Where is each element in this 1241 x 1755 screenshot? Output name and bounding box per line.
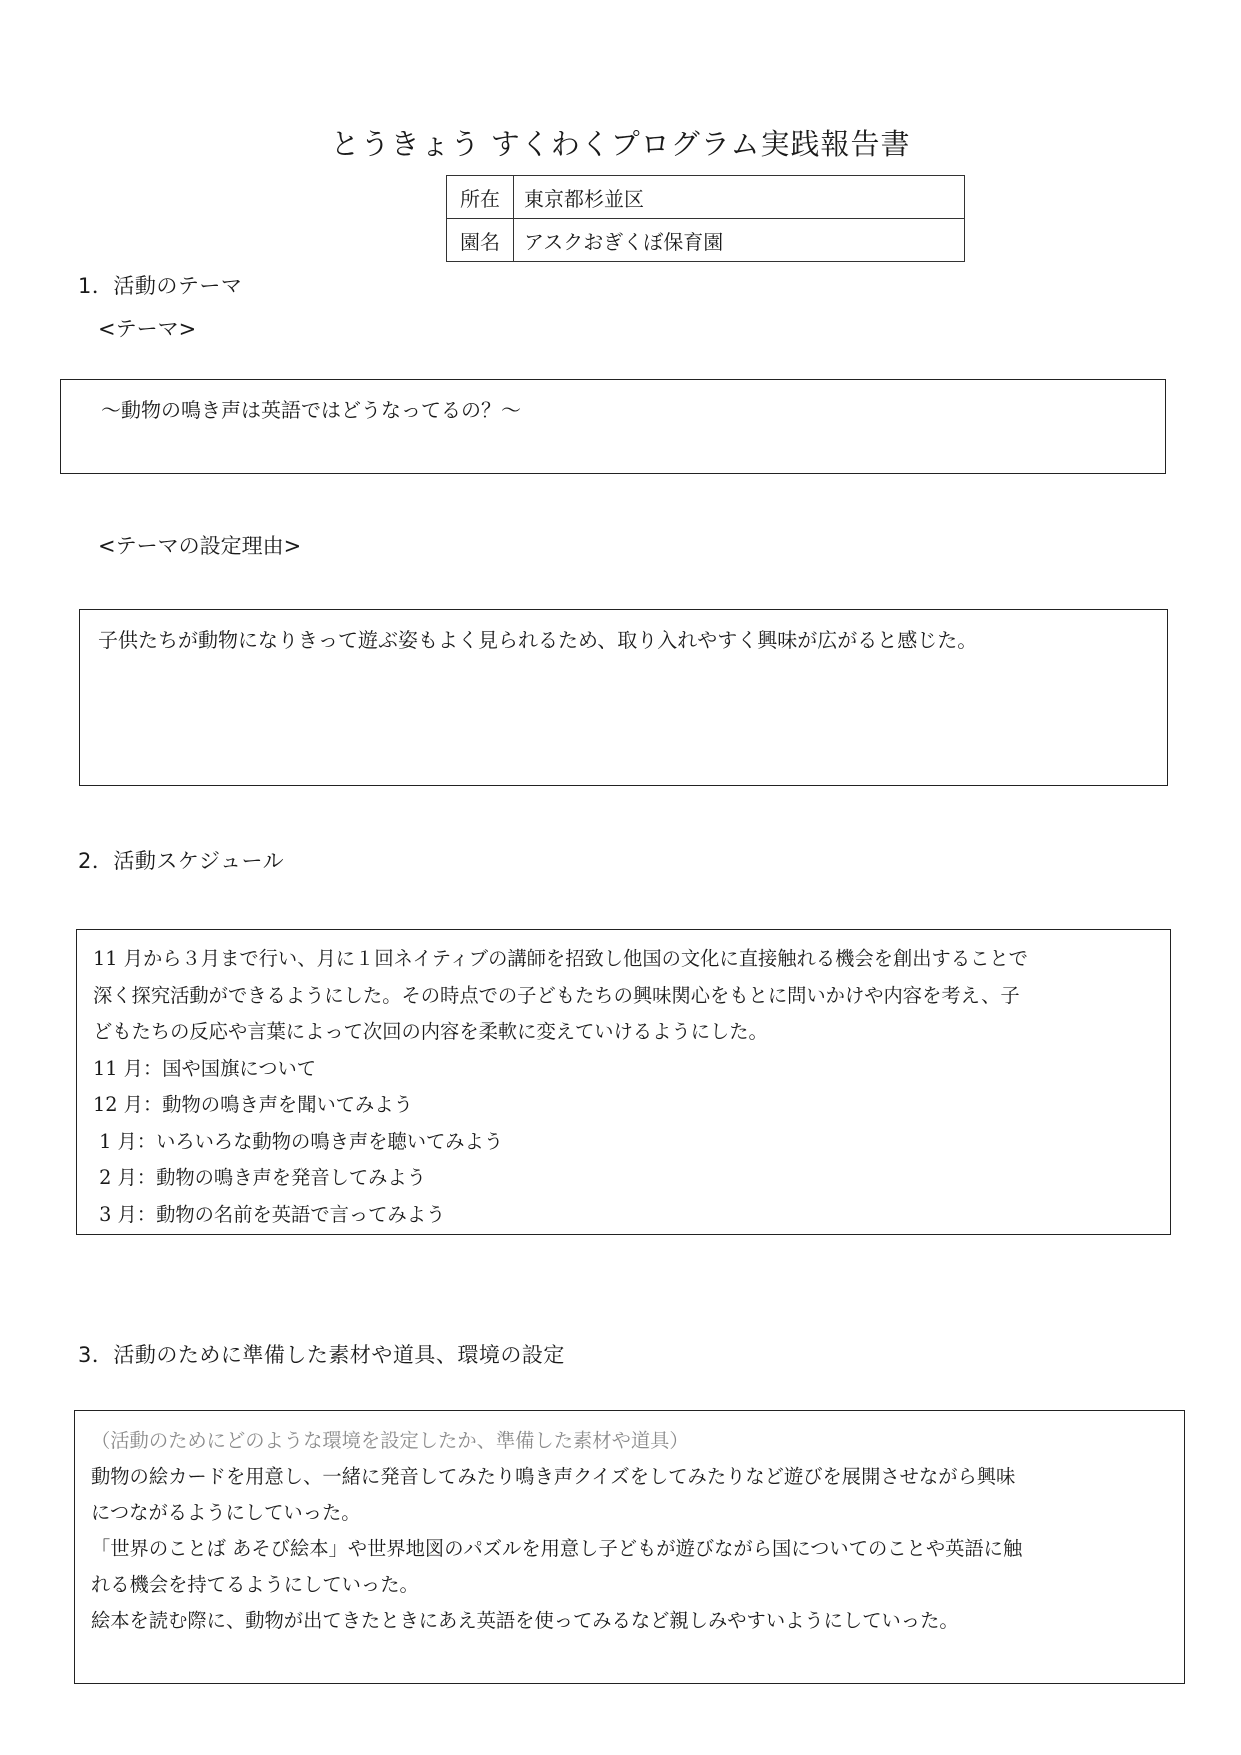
schedule-line: 3 月：動物の名前を英語で言ってみよう <box>93 1202 446 1226</box>
reason-label: <テーマの設定理由> <box>98 534 302 558</box>
theme-label: <テーマ> <box>98 317 197 341</box>
theme-box <box>60 379 1166 474</box>
reason-box <box>79 609 1168 786</box>
materials-hint: （活動のためにどのような環境を設定したか、準備した素材や道具） <box>91 1429 689 1452</box>
location-label: 所在 <box>447 176 514 219</box>
section3-heading: 3．活動のために準備した素材や道具、環境の設定 <box>78 1343 565 1367</box>
materials-line: れる機会を持てるようにしていった。 <box>91 1573 419 1596</box>
name-value: アスクおぎくぼ保育園 <box>514 219 965 262</box>
page-title: とうきょう すくわくプログラム実践報告書 <box>330 127 911 161</box>
materials-box <box>74 1410 1185 1684</box>
name-label: 園名 <box>447 219 514 262</box>
info-table <box>446 175 965 262</box>
schedule-box <box>76 929 1171 1235</box>
schedule-line: 11 月：国や国旗について <box>93 1056 317 1080</box>
schedule-line: 2 月：動物の鳴き声を発音してみよう <box>93 1166 427 1189</box>
materials-line: 「世界のことば あそび絵本」や世界地図のパズルを用意し子どもが遊びながら国についてのことや英語に触 <box>91 1537 1023 1560</box>
schedule-line: 11 月から３月まで行い、月に１回ネイティブの講師を招致し他国の文化に直接触れる機会を創出することで <box>93 947 1028 970</box>
schedule-line: 12 月：動物の鳴き声を聞いてみよう <box>93 1093 413 1116</box>
reason-text: 子供たちが動物になりきって遊ぶ姿もよく見られるため、取り入れやすく興味が広がると感じた。 <box>98 628 978 652</box>
info-row-location <box>447 176 965 219</box>
schedule-line: 1 月：いろいろな動物の鳴き声を聴いてみよう <box>93 1129 504 1153</box>
location-value: 東京都杉並区 <box>514 176 965 219</box>
section2-heading: 2．活動スケジュール <box>78 849 285 873</box>
schedule-line: どもたちの反応や言葉によって次回の内容を柔軟に変えていけるようにした。 <box>93 1020 768 1043</box>
schedule-line: 深く探究活動ができるようにした。その時点での子どもたちの興味関心をもとに問いかけや内容を考え、子 <box>93 983 1020 1007</box>
info-row-name <box>447 219 965 262</box>
materials-line: につながるようにしていった。 <box>91 1501 361 1524</box>
materials-line: 絵本を読む際に、動物が出てきたときにあえ英語を使ってみるなど親しみやすいようにしていった。 <box>91 1609 959 1632</box>
theme-text: ～動物の鳴き声は英語ではどうなってるの？～ <box>101 398 521 422</box>
section1-heading: 1．活動のテーマ <box>78 274 243 298</box>
materials-line: 動物の絵カードを用意し、一緒に発音してみたり鳴き声クイズをしてみたりなど遊びを展開させながら興味 <box>91 1465 1016 1488</box>
